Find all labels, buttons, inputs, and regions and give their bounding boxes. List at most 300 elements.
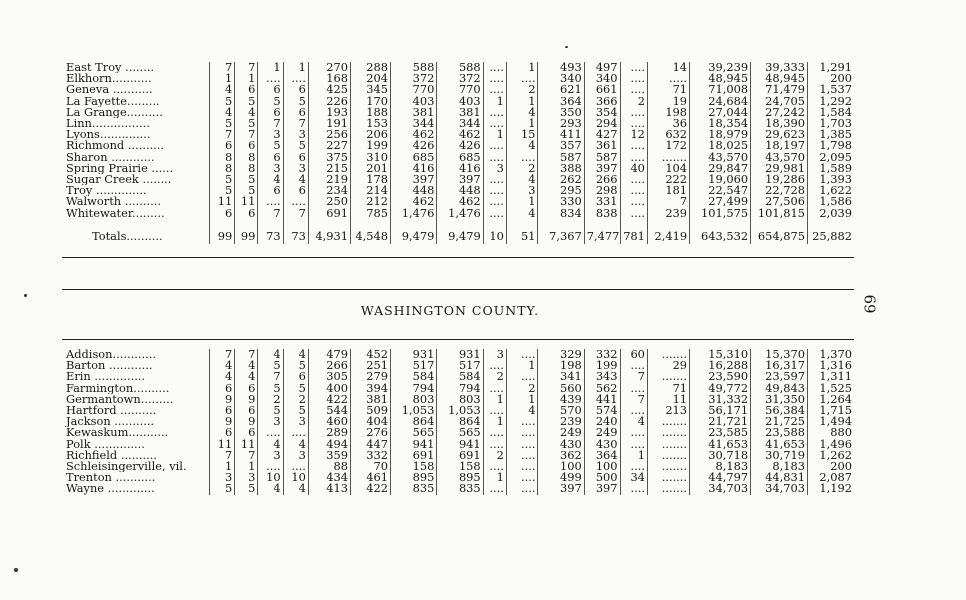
- totals-cell: 9,479: [391, 224, 437, 244]
- table-cell: 895: [437, 472, 483, 483]
- table-cell: 1,476: [391, 208, 437, 219]
- table-cell: 7: [209, 62, 234, 73]
- table-cell: 434: [308, 472, 350, 483]
- table-cell: 181: [647, 185, 689, 196]
- table-cell: 3: [506, 185, 538, 196]
- table-cell: 931: [391, 349, 437, 360]
- table-cell: 29,623: [751, 129, 808, 140]
- table-cell: 3: [483, 349, 506, 360]
- table-row: [62, 360, 854, 371]
- totals-rule-top: [62, 257, 854, 258]
- table-cell: 15,370: [751, 349, 808, 360]
- row-label: Polk ..............: [62, 439, 209, 450]
- table-cell: 7: [235, 62, 258, 73]
- table-cell: 448: [391, 185, 437, 196]
- table-cell: 1,798: [819, 140, 852, 152]
- table-cell: ....: [483, 360, 506, 371]
- table-cell: 240: [584, 416, 620, 427]
- table-cell: 381: [437, 107, 483, 118]
- table-cell: ....: [506, 152, 538, 163]
- table-cell: 1,586: [819, 196, 852, 208]
- row-label: Trenton ...........: [62, 472, 209, 483]
- table-cell: 4: [235, 371, 258, 382]
- table-cell: 570: [538, 405, 584, 416]
- table-cell: ....: [506, 472, 538, 483]
- table-cell: 9: [235, 416, 258, 427]
- table-cell: 5: [258, 96, 283, 107]
- table-cell: 15: [506, 129, 538, 140]
- table-cell: 7: [283, 208, 308, 219]
- table-cell: ....: [506, 427, 538, 438]
- table-cell: 400: [308, 383, 350, 394]
- table-cell: ....: [620, 107, 647, 118]
- table-cell: 199: [351, 140, 391, 151]
- table-row: [62, 427, 854, 438]
- table-cell: 397: [538, 483, 584, 494]
- table-cell: ....: [258, 196, 283, 207]
- table-cell: 14: [647, 62, 689, 73]
- table-cell: ....: [483, 174, 506, 185]
- totals-cell: 73: [258, 224, 283, 244]
- table-cell: 43,570: [690, 152, 751, 163]
- table-cell: 206: [351, 129, 391, 140]
- table-cell: 262: [538, 174, 584, 185]
- table-cell: 305: [308, 371, 350, 382]
- row-label: Sugar Creek ........: [62, 174, 209, 185]
- table-cell: 200: [830, 73, 852, 85]
- table-cell: 279: [351, 371, 391, 382]
- table-row: [62, 483, 854, 494]
- table-cell: 661: [584, 84, 620, 95]
- table-cell: 6: [235, 84, 258, 95]
- table-cell: 310: [351, 152, 391, 163]
- table-cell: ....: [620, 140, 647, 151]
- table-cell: 15,310: [690, 349, 751, 360]
- table-cell: 6: [283, 185, 308, 196]
- table-cell: 587: [538, 152, 584, 163]
- totals-cell: 4,548: [351, 224, 391, 244]
- totals-label: Totals..........: [62, 224, 209, 244]
- table-row: [62, 383, 854, 394]
- table-row: [62, 174, 854, 185]
- table-cell: 5: [283, 140, 308, 151]
- table-cell: 448: [437, 185, 483, 196]
- table-cell: 1,589: [819, 162, 852, 175]
- row-label: Walworth ..........: [62, 196, 209, 207]
- table-cell: 3: [258, 163, 283, 174]
- table-cell: 11: [235, 439, 258, 450]
- table-cell: 427: [584, 129, 620, 140]
- table-cell: 6: [235, 405, 258, 416]
- row-label: Kewaskum...........: [62, 427, 209, 438]
- table-cell: 2: [483, 371, 506, 382]
- table-cell: 16,317: [751, 360, 808, 371]
- table-cell: ....: [483, 383, 506, 394]
- table-row: [62, 107, 854, 118]
- table-cell: 101,575: [690, 208, 751, 219]
- table-cell: ....: [483, 208, 506, 219]
- table-cell: 288: [351, 62, 391, 73]
- table-cell: 23,590: [690, 371, 751, 382]
- table-cell: 1,053: [391, 405, 437, 416]
- table-cell: 1,393: [819, 174, 852, 186]
- table-cell: 4: [283, 439, 308, 450]
- table-cell: ....: [620, 483, 647, 494]
- row-label: Jackson ...........: [62, 416, 209, 427]
- ink-speck: [14, 568, 18, 572]
- table-cell: 341: [538, 371, 584, 382]
- table-cell: ....: [283, 427, 308, 438]
- table-cell: 1: [235, 461, 258, 472]
- table-cell: 16,288: [690, 360, 751, 371]
- table-cell: ....: [483, 118, 506, 129]
- table-cell: 19: [647, 96, 689, 107]
- table-cell: 2: [506, 84, 538, 95]
- table-cell: 1,525: [819, 382, 852, 394]
- row-label: Geneva ...........: [62, 84, 209, 95]
- table-row: [62, 472, 854, 483]
- table-cell: 5: [258, 360, 283, 371]
- table-cell: 11: [235, 196, 258, 207]
- table-cell: 158: [437, 461, 483, 472]
- totals-cell: 25,882: [812, 229, 852, 244]
- table-cell: 251: [351, 360, 391, 371]
- table-cell: 5: [283, 360, 308, 371]
- table-cell: 1,192: [819, 483, 852, 495]
- table-row: [62, 185, 854, 196]
- table-cell: 23,588: [751, 427, 808, 438]
- table-cell: 941: [437, 439, 483, 450]
- table-cell: 30,718: [690, 450, 751, 461]
- table-cell: ....: [483, 483, 506, 494]
- table-cell: 18,354: [690, 118, 751, 129]
- table-row: [62, 163, 854, 174]
- table-cell: 794: [437, 383, 483, 394]
- table-cell: 101,815: [751, 208, 808, 219]
- table-cell: 289: [308, 427, 350, 438]
- table-cell: 8: [235, 163, 258, 174]
- table-cell: ....: [620, 84, 647, 95]
- table-cell: 2: [483, 450, 506, 461]
- table-cell: 1: [283, 62, 308, 73]
- table-row: [62, 140, 854, 151]
- table-cell: 7: [620, 371, 647, 382]
- table-cell: 1: [209, 73, 234, 84]
- table-cell: 3: [235, 472, 258, 483]
- table-cell: 331: [584, 196, 620, 207]
- table-cell: 362: [538, 450, 584, 461]
- table-cell: 18,390: [751, 118, 808, 129]
- table-cell: 6: [283, 371, 308, 382]
- table-cell: 9: [209, 394, 234, 405]
- table-cell: 439: [538, 394, 584, 405]
- table-cell: 364: [584, 450, 620, 461]
- table-cell: 7: [283, 118, 308, 129]
- row-label: East Troy ........: [62, 62, 209, 73]
- table-cell: 621: [538, 84, 584, 95]
- table-cell: 344: [391, 118, 437, 129]
- table-cell: 794: [391, 383, 437, 394]
- table-cell: 88: [308, 461, 350, 472]
- table-cell: 4: [283, 349, 308, 360]
- row-label: Whitewater.........: [62, 208, 209, 219]
- table-cell: 6: [258, 107, 283, 118]
- table-cell: 7: [235, 349, 258, 360]
- table-cell: 27,506: [751, 196, 808, 207]
- table-cell: 219: [308, 174, 350, 185]
- table-cell: ....: [283, 73, 308, 84]
- table-cell: 198: [647, 107, 689, 118]
- totals-rule-bottom: [62, 289, 854, 290]
- table-cell: 4: [258, 174, 283, 185]
- table-cell: 397: [584, 483, 620, 494]
- totals-cell: 654,875: [751, 224, 808, 244]
- table-cell: 4: [283, 174, 308, 185]
- table-cell: 43,570: [751, 152, 808, 163]
- table-cell: 188: [351, 107, 391, 118]
- table-cell: 497: [584, 62, 620, 73]
- county-heading: WASHINGTON COUNTY.: [360, 303, 540, 318]
- table-cell: 430: [538, 439, 584, 450]
- table-cell: 227: [308, 140, 350, 151]
- table-cell: 6: [209, 383, 234, 394]
- table-cell: 1: [483, 472, 506, 483]
- table-cell: 3: [258, 129, 283, 140]
- table-cell: 40: [620, 163, 647, 174]
- table-cell: 6: [283, 107, 308, 118]
- table-cell: 785: [351, 208, 391, 219]
- table-cell: 6: [235, 140, 258, 151]
- table-cell: 803: [437, 394, 483, 405]
- table-cell: 239: [538, 416, 584, 427]
- table-cell: ....: [620, 152, 647, 163]
- table-row: [62, 394, 854, 405]
- table-cell: 168: [308, 73, 350, 84]
- table-cell: 354: [584, 107, 620, 118]
- table-cell: ....: [620, 461, 647, 472]
- table-cell: 1,496: [819, 438, 852, 450]
- table-cell: 4: [506, 405, 538, 416]
- table-cell: 441: [584, 394, 620, 405]
- table-cell: 426: [437, 140, 483, 151]
- table-cell: 34: [620, 472, 647, 483]
- table-cell: 1,316: [819, 360, 852, 372]
- table-cell: 864: [391, 416, 437, 427]
- table-cell: 2: [258, 394, 283, 405]
- table-cell: 770: [437, 84, 483, 95]
- table-cell: 565: [391, 427, 437, 438]
- table-cell: ....: [620, 360, 647, 371]
- table-cell: 29,981: [751, 163, 808, 174]
- totals-cell: 2,419: [647, 224, 689, 244]
- totals-cell: 10: [483, 224, 506, 244]
- table-cell: 452: [351, 349, 391, 360]
- table-cell: 632: [647, 129, 689, 140]
- table-cell: 49,772: [690, 383, 751, 394]
- upper-county-table: [62, 62, 854, 244]
- table-cell: 7: [209, 349, 234, 360]
- table-cell: 71: [647, 383, 689, 394]
- table-cell: 361: [584, 140, 620, 151]
- table-cell: 1: [506, 394, 538, 405]
- table-cell: 1: [483, 96, 506, 107]
- table-cell: ....: [506, 349, 538, 360]
- table-cell: 295: [538, 185, 584, 196]
- table-cell: ....: [620, 174, 647, 185]
- table-cell: 416: [437, 163, 483, 174]
- totals-cell: 73: [283, 224, 308, 244]
- table-cell: 4: [283, 483, 308, 494]
- table-row: [62, 152, 854, 163]
- table-cell: 7: [620, 394, 647, 405]
- table-cell: 426: [391, 140, 437, 151]
- table-cell: 7: [235, 450, 258, 461]
- row-label: Erin ..............: [62, 371, 209, 382]
- table-cell: 460: [308, 416, 350, 427]
- table-cell: 266: [308, 360, 350, 371]
- table-cell: 381: [351, 394, 391, 405]
- table-cell: ....: [620, 427, 647, 438]
- table-cell: 366: [584, 96, 620, 107]
- table-cell: 381: [391, 107, 437, 118]
- table-cell: 3: [258, 416, 283, 427]
- table-cell: 70: [351, 461, 391, 472]
- table-cell: 770: [391, 84, 437, 95]
- table-cell: 560: [538, 383, 584, 394]
- table-cell: 7: [258, 208, 283, 219]
- table-cell: 4: [258, 349, 283, 360]
- table-cell: 479: [308, 349, 350, 360]
- table-cell: 5: [235, 96, 258, 107]
- table-cell: 6: [258, 84, 283, 95]
- table-cell: 1,476: [437, 208, 483, 219]
- table-cell: ....: [620, 73, 647, 84]
- table-row: [62, 62, 854, 73]
- table-cell: 29,847: [690, 163, 751, 174]
- table-cell: 332: [351, 450, 391, 461]
- table-cell: ....: [506, 439, 538, 450]
- table-cell: 7: [209, 450, 234, 461]
- table-row: [62, 416, 854, 427]
- table-cell: 3: [283, 450, 308, 461]
- table-cell: 880: [830, 427, 852, 439]
- table-cell: 4: [506, 140, 538, 151]
- table-cell: .......: [647, 427, 689, 438]
- table-cell: ....: [483, 427, 506, 438]
- table-cell: 39,239: [690, 62, 751, 73]
- row-label: La Grange..........: [62, 107, 209, 118]
- table-cell: 19,060: [690, 174, 751, 185]
- table-cell: 11: [647, 394, 689, 405]
- table-cell: 462: [391, 196, 437, 207]
- table-cell: ....: [620, 405, 647, 416]
- table-cell: ....: [283, 461, 308, 472]
- table-cell: 6: [209, 405, 234, 416]
- table-cell: 584: [391, 371, 437, 382]
- row-label: La Fayette.........: [62, 96, 209, 107]
- table-cell: 3: [258, 450, 283, 461]
- table-cell: 691: [391, 450, 437, 461]
- table-cell: 1,703: [819, 118, 852, 130]
- table-cell: 71,479: [751, 84, 808, 95]
- table-cell: 198: [538, 360, 584, 371]
- table-cell: 329: [538, 349, 584, 360]
- table-cell: 1,385: [819, 129, 852, 141]
- row-label: Richfield ..........: [62, 450, 209, 461]
- table-cell: 4: [235, 360, 258, 371]
- table-cell: 834: [538, 208, 584, 219]
- table-cell: 34,703: [751, 483, 808, 494]
- table-cell: ....: [506, 450, 538, 461]
- table-cell: ....: [620, 208, 647, 219]
- table-cell: 1: [620, 450, 647, 461]
- table-cell: 6: [258, 185, 283, 196]
- table-cell: 170: [351, 96, 391, 107]
- table-cell: 234: [308, 185, 350, 196]
- totals-row: [62, 224, 854, 244]
- table-cell: 4: [506, 107, 538, 118]
- table-cell: 1: [506, 118, 538, 129]
- table-cell: 191: [308, 118, 350, 129]
- table-cell: 56,171: [690, 405, 751, 416]
- table-cell: 27,044: [690, 107, 751, 118]
- table-cell: 5: [283, 383, 308, 394]
- table-cell: 425: [308, 84, 350, 95]
- table-cell: 199: [584, 360, 620, 371]
- table-cell: 4: [258, 439, 283, 450]
- row-label: Farmington..........: [62, 383, 209, 394]
- table-cell: 1: [258, 62, 283, 73]
- table-cell: 48,945: [751, 73, 808, 84]
- table-cell: 39,333: [751, 62, 808, 73]
- table-cell: 494: [308, 439, 350, 450]
- table-cell: 4: [209, 84, 234, 95]
- table-cell: 18,025: [690, 140, 751, 151]
- table-cell: 1,715: [819, 405, 852, 417]
- table-cell: 34,703: [690, 483, 751, 494]
- row-label: Wayne .............: [62, 483, 209, 494]
- table-cell: 1,537: [819, 84, 852, 96]
- table-cell: .......: [647, 450, 689, 461]
- table-cell: 214: [351, 185, 391, 196]
- table-cell: 931: [437, 349, 483, 360]
- table-cell: 403: [437, 96, 483, 107]
- table-cell: 411: [538, 129, 584, 140]
- table-cell: 250: [308, 196, 350, 207]
- table-cell: 200: [830, 461, 852, 473]
- table-cell: 11: [209, 196, 234, 207]
- table-cell: 588: [437, 62, 483, 73]
- table-cell: 1,264: [819, 393, 852, 406]
- table-cell: 1: [483, 394, 506, 405]
- table-cell: 56,384: [751, 405, 808, 416]
- table-cell: 2: [506, 163, 538, 174]
- table-row: [62, 371, 854, 382]
- table-cell: 213: [647, 405, 689, 416]
- table-cell: 344: [437, 118, 483, 129]
- table-cell: 100: [538, 461, 584, 472]
- table-cell: 1,584: [819, 106, 852, 119]
- table-cell: ....: [506, 483, 538, 494]
- totals-cell: 4,931: [308, 224, 350, 244]
- table-cell: 31,350: [751, 394, 808, 405]
- table-cell: ....: [620, 62, 647, 73]
- table-cell: 499: [538, 472, 584, 483]
- table-cell: 30,719: [751, 450, 808, 461]
- table-cell: 6: [235, 208, 258, 219]
- table-cell: 691: [308, 208, 350, 219]
- table-cell: 1,311: [819, 371, 852, 383]
